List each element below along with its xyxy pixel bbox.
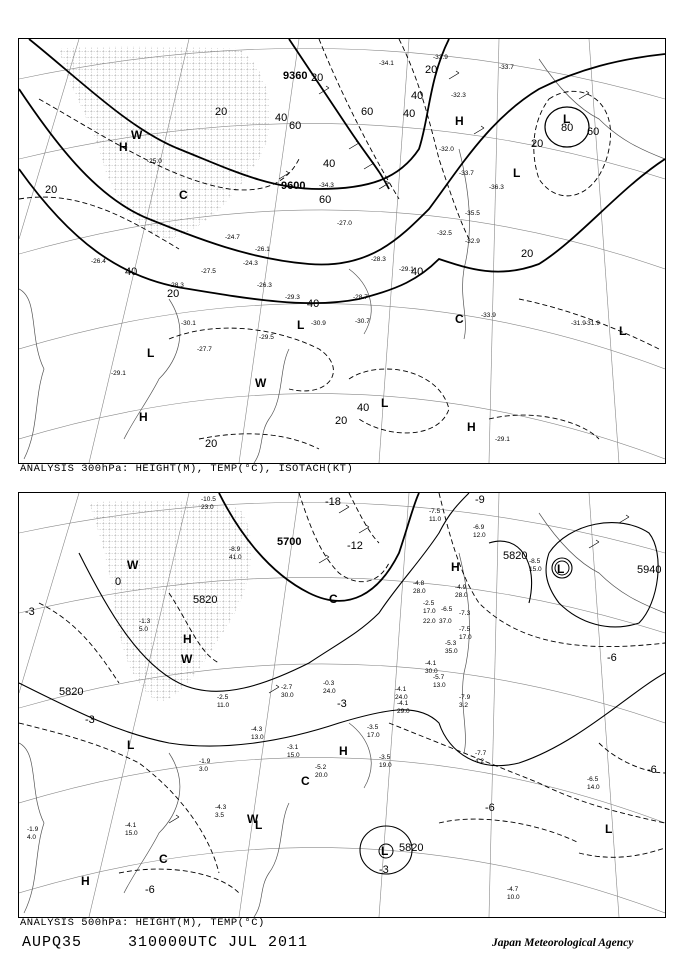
cold-symbol: C (455, 312, 464, 326)
station-temp: -4.1 (425, 660, 437, 667)
warm-symbol: W (181, 652, 193, 666)
temp-plot: -33.9 (481, 312, 496, 319)
station-temp: -4.1 (125, 822, 137, 829)
low-symbol: L (381, 396, 389, 410)
temp-plot: -33.7 (499, 64, 514, 71)
temp-plot: -30.9 (311, 320, 326, 327)
chart-code: AUPQ35 (22, 934, 83, 951)
temp-plot: -27.5 (201, 268, 216, 275)
valid-time: 310000UTC JUL 2011 (128, 934, 309, 951)
station-temp: -7.5 (429, 508, 441, 515)
station-temp: -5.7 (433, 674, 445, 681)
station-temp: -8.5 (529, 558, 541, 565)
low-symbol: L (557, 562, 565, 576)
isotherm-label: -6 (607, 652, 617, 664)
temp-plot: -32.3 (451, 92, 466, 99)
station-dewpoint: 15.0 (125, 830, 138, 837)
station-temp: -0.3 (323, 680, 335, 687)
station-dewpoint: 14.0 (587, 784, 600, 791)
station-temp: -7.5 (459, 626, 471, 633)
terrain-hatching (89, 501, 251, 703)
station-dewpoint: 10.0 (507, 894, 520, 901)
low-symbol: L (381, 844, 389, 858)
isotach-label: 20 (311, 72, 324, 84)
isotherm-label: -3 (85, 714, 95, 726)
temp-plot: -32.9 (465, 238, 480, 245)
station-temp: -4.1 (395, 686, 407, 693)
low-symbol: L (255, 818, 263, 832)
temp-plot: -34.1 (379, 60, 394, 67)
station-temp: -4.1 (397, 700, 409, 707)
height-label: 5700 (277, 536, 302, 548)
station-dewpoint: 23.0 (201, 504, 214, 511)
temp-plot: -27.0 (337, 220, 352, 227)
isotach-label: 20 (45, 184, 58, 196)
station-dewpoint: 41.0 (229, 554, 242, 561)
isotach-label: 20 (425, 64, 438, 76)
station-dewpoint: 11.0 (429, 516, 442, 523)
temp-plot: -34.3 (319, 182, 334, 189)
station-temp: -10.5 (201, 496, 216, 503)
station-dewpoint: 24.0 (395, 694, 408, 701)
station-dewpoint: 15.0 (529, 566, 542, 573)
station-temp: -1.3 (139, 618, 151, 625)
map-300hpa (19, 39, 665, 463)
station-temp: -1.9 (27, 826, 39, 833)
station-temp: -3.5 (367, 724, 379, 731)
height-label: 5820 (503, 550, 528, 562)
station-dewpoint: 35.0 (445, 648, 458, 655)
temp-plot: -31.9 (571, 320, 586, 327)
low-symbol: L (127, 738, 135, 752)
map-panel-500hpa (18, 492, 666, 918)
temp-plot: -29.1 (495, 436, 510, 443)
station-dewpoint: 12.0 (473, 532, 486, 539)
isotherm-label: -3 (25, 606, 35, 618)
temp-plot: -28.7 (353, 294, 368, 301)
map-500hpa (19, 493, 665, 917)
isotherm-label: 0 (115, 576, 122, 588)
station-dewpoint: 17.0 (423, 608, 436, 615)
station-dewpoint: 4.2 (475, 758, 485, 765)
station-dewpoint: 30.0 (425, 668, 438, 675)
isotherm-label: -6 (485, 802, 495, 814)
station-temp: -2.5 (217, 694, 229, 701)
temp-plot: -32.5 (437, 230, 452, 237)
isotherm-label: -3 (379, 864, 389, 876)
station-dewpoint: 22.0 (423, 618, 436, 625)
isotach-label: 20 (205, 438, 218, 450)
station-dewpoint: 29.0 (397, 708, 410, 715)
station-dewpoint: 3.0 (199, 766, 209, 773)
cold-symbol: C (329, 592, 338, 606)
station-dewpoint: 24.0 (323, 688, 336, 695)
low-symbol: L (605, 822, 613, 836)
temp-plot: -36.3 (489, 184, 504, 191)
high-symbol: H (183, 632, 192, 646)
station-dewpoint: 15.0 (287, 752, 300, 759)
height-label: 9600 (281, 180, 306, 192)
warm-symbol: W (127, 558, 139, 572)
high-symbol: H (119, 140, 128, 154)
station-temp: -4.8 (413, 580, 425, 587)
isotherm-label: -3 (337, 698, 347, 710)
station-temp: -3.1 (287, 744, 299, 751)
temp-plot: -33.9 (433, 54, 448, 61)
isotach-label: 40 (307, 298, 320, 310)
agency-name: Japan Meteorological Agency (492, 937, 634, 949)
isotach-label: 40 (275, 112, 288, 124)
height-label: 9360 (283, 70, 308, 82)
temp-plot: -33.7 (459, 170, 474, 177)
isotach-label: 20 (215, 106, 228, 118)
isotach-label: 40 (411, 266, 424, 278)
isotach-label: 80 (561, 122, 574, 134)
station-temp: -5.2 (315, 764, 327, 771)
temp-plot: -26.1 (255, 246, 270, 253)
temp-plot: -24.3 (243, 260, 258, 267)
isotach-label: 40 (403, 108, 416, 120)
station-dewpoint: 37.0 (439, 618, 452, 625)
isotherm-label: -12 (347, 540, 363, 552)
station-dewpoint: 30.0 (281, 692, 294, 699)
station-dewpoint: 3.5 (215, 812, 225, 819)
temp-plot: -29.1 (399, 266, 414, 273)
station-dewpoint: 5.0 (139, 626, 149, 633)
isotach-label: 20 (531, 138, 544, 150)
isotach-label: 20 (521, 248, 534, 260)
low-symbol: L (297, 318, 305, 332)
height-label: 5820 (193, 594, 218, 606)
low-symbol: L (147, 346, 155, 360)
isotach-label: 60 (361, 106, 374, 118)
cold-symbol: C (301, 774, 310, 788)
isotach-label: 60 (289, 120, 302, 132)
temp-plot: -35.5 (465, 210, 480, 217)
low-symbol: L (619, 324, 627, 338)
warm-symbol: W (255, 376, 267, 390)
station-dewpoint: 3.2 (459, 702, 469, 709)
isotherm-label: -9 (475, 494, 485, 506)
station-dewpoint: 13.0 (433, 682, 446, 689)
station-temp: -1.9 (199, 758, 211, 765)
temp-plot: -30.1 (181, 320, 196, 327)
station-temp: -4.7 (507, 886, 519, 893)
isotach-label: 60 (319, 194, 332, 206)
high-symbol: H (81, 874, 90, 888)
height-label: 5820 (59, 686, 84, 698)
station-dewpoint: 11.0 (217, 702, 230, 709)
station-temp: -3.5 (379, 754, 391, 761)
station-temp: -5.3 (445, 640, 457, 647)
isotach-label: 20 (335, 415, 348, 427)
station-dewpoint: 17.0 (367, 732, 380, 739)
station-dewpoint: 28.0 (455, 592, 468, 599)
isotherm-label: -18 (325, 496, 341, 508)
temp-plot: -29.5 (259, 334, 274, 341)
temp-plot: -29.1 (111, 370, 126, 377)
isotach-label: 60 (587, 126, 600, 138)
isotach-label: 40 (125, 266, 138, 278)
height-label: 5940 (637, 564, 662, 576)
cold-symbol: C (179, 188, 188, 202)
caption-500hpa: ANALYSIS 500hPa: HEIGHT(M), TEMP(°C) (20, 917, 265, 929)
station-temp: -4.3 (251, 726, 263, 733)
temp-plot: -25.0 (147, 158, 162, 165)
station-dewpoint: 19.0 (379, 762, 392, 769)
high-symbol: H (455, 114, 464, 128)
map-panel-300hpa (18, 38, 666, 464)
temp-plot: -28.3 (371, 256, 386, 263)
station-dewpoint: 4.0 (27, 834, 37, 841)
station-dewpoint: 28.0 (413, 588, 426, 595)
height-label: 5820 (399, 842, 424, 854)
isotach-label: 40 (323, 158, 336, 170)
station-temp: -6.9 (473, 524, 485, 531)
caption-300hpa: ANALYSIS 300hPa: HEIGHT(M), TEMP(°C), ISOTACH(KT) (20, 463, 354, 475)
station-dewpoint: 20.0 (315, 772, 328, 779)
low-symbol: L (563, 112, 571, 126)
isotherm-label: -6 (145, 884, 155, 896)
high-symbol: H (339, 744, 348, 758)
station-temp: -4.3 (215, 804, 227, 811)
cold-symbol: C (159, 852, 168, 866)
low-symbol: L (513, 166, 521, 180)
station-temp: -2.7 (281, 684, 293, 691)
warm-symbol: W (131, 128, 143, 142)
high-symbol: H (139, 410, 148, 424)
temp-plot: -28.3 (169, 282, 184, 289)
station-temp: -2.5 (423, 600, 435, 607)
station-temp: -6.5 (587, 776, 599, 783)
station-dewpoint: 17.0 (459, 634, 472, 641)
temp-plot: -27.7 (197, 346, 212, 353)
temp-plot: -30.7 (355, 318, 370, 325)
station-temp: -7.9 (459, 694, 471, 701)
warm-symbol: W (247, 812, 259, 826)
temp-plot: -26.4 (91, 258, 106, 265)
station-temp: -8.9 (229, 546, 241, 553)
station-temp: -7.7 (475, 750, 487, 757)
temp-plot: -24.7 (225, 234, 240, 241)
temp-plot: -26.3 (257, 282, 272, 289)
temp-plot: -29.3 (285, 294, 300, 301)
station-dewpoint: 13.0 (251, 734, 264, 741)
station-temp: -4.9 (455, 584, 467, 591)
temp-plot: -32.0 (439, 146, 454, 153)
isotach-label: 40 (357, 402, 370, 414)
high-symbol: H (467, 420, 476, 434)
isotach-label: 20 (167, 288, 180, 300)
station-temp: -7.3 (459, 610, 471, 617)
isotherm-label: -6 (647, 764, 657, 776)
isotach-label: 40 (411, 90, 424, 102)
high-symbol: H (451, 560, 460, 574)
station-temp: -6.5 (441, 606, 453, 613)
temp-plot: -31.9 (585, 320, 600, 327)
